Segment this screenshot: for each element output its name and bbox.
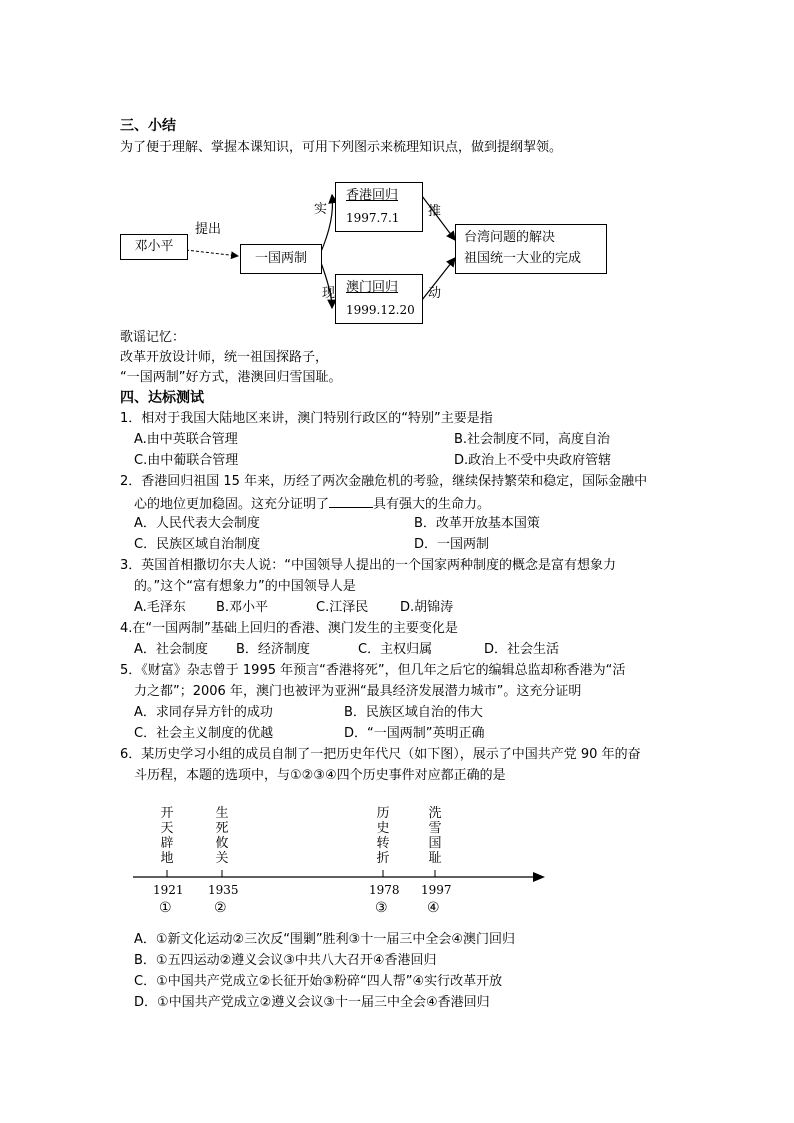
- q2-option-b: B．改革开放基本国策: [414, 516, 540, 531]
- policy-label: 一国两制: [254, 251, 307, 266]
- q4-option-b: B．经济制度: [236, 642, 310, 657]
- q6-option-d: D．①中国共产党成立②遵义会议③十一届三中全会④香港回归: [134, 995, 490, 1010]
- timeline-axis: [125, 800, 565, 920]
- propose-label: 提出: [195, 222, 222, 237]
- q3-option-b: B.邓小平: [216, 600, 269, 615]
- timeline-arrowhead: [533, 872, 545, 882]
- macau-box: [335, 274, 423, 324]
- q2-blank: [329, 493, 373, 508]
- person-label: 邓小平: [134, 239, 174, 254]
- policy-box: [240, 244, 322, 274]
- q2-option-a: A．人民代表大会制度: [134, 516, 260, 531]
- question-1-stem: 1．相对于我国大陆地区来讲，澳门特别行政区的“特别”主要是指: [120, 411, 493, 426]
- question-5-stem-line-1: 5．《财富》杂志曾于 1995 年预言“香港将死”，但几年之后它的编辑总监却称香港为“活: [120, 663, 626, 678]
- q3-option-c: C.江泽民: [316, 600, 369, 615]
- q4-option-c: C．主权归属: [358, 642, 433, 657]
- hk-box: [335, 182, 423, 232]
- hk-date: 1997.7.1: [346, 211, 400, 225]
- question-3-stem-line-1: 3．英国首相撒切尔夫人说：“中国领导人提出的一个国家两种制度的概念是富有想象力: [120, 558, 617, 573]
- q5-option-d: D．“一国两制”英明正确: [344, 726, 485, 741]
- q3-option-d: D.胡锦涛: [400, 600, 454, 615]
- question-5-stem-line-2: 力之都”；2006 年，澳门也被评为亚洲“最具经济发展潜力城市”。这充分证明: [134, 684, 582, 699]
- q1-option-c: C.由中葡联合管理: [134, 453, 239, 468]
- timeline-marker-2: ②: [214, 900, 227, 916]
- implement-char-1: 实: [314, 202, 328, 217]
- q2-stem-part-2: 具有强大的生命力。: [373, 497, 491, 512]
- q2-option-d: D．一国两制: [414, 537, 490, 552]
- result-line-1: 台湾问题的解决: [464, 230, 556, 245]
- timeline-marker-1: ①: [159, 900, 172, 916]
- ballad-line-1: 改革开放设计师，统一祖国探路子，: [120, 350, 329, 365]
- ballad-line-2: “一国两制”好方式，港澳回归雪国耻。: [120, 370, 342, 385]
- timeline-label-1: 开天辟地: [160, 806, 174, 866]
- timeline-year-2: 1935: [208, 883, 239, 897]
- section-heading-test: 四、达标测试: [120, 390, 204, 406]
- hk-title: 香港回归: [346, 188, 399, 203]
- section-heading-summary: 三、小结: [120, 118, 176, 134]
- propose-arrow: [186, 250, 238, 256]
- question-2-stem-line-2: [134, 493, 490, 515]
- result-box: [455, 224, 607, 274]
- macau-title: 澳门回归: [346, 280, 399, 295]
- question-6-stem-line-1: 6．某历史学习小组的成员自制了一把历史年代尺（如下图），展示了中国共产党 90 年的奋: [120, 747, 641, 762]
- q2-stem-part-1: 心的地位更加稳固。这充分证明了: [134, 497, 330, 512]
- q6-option-a: A．①新文化运动②三次反“围剿”胜利③十一届三中全会④澳门回归: [134, 932, 515, 947]
- result-line-2: 祖国统一大业的完成: [464, 251, 582, 266]
- q3-option-a: A.毛泽东: [134, 600, 186, 615]
- q2-option-c: C．民族区域自治制度: [134, 537, 261, 552]
- q4-option-d: D．社会生活: [484, 642, 560, 657]
- macau-date: 1999.12.20: [346, 303, 415, 317]
- timeline-marker-3: ③: [375, 900, 388, 916]
- timeline-marker-4: ④: [427, 900, 440, 916]
- question-2-stem-line-1: 2．香港回归祖国 15 年来，历经了两次金融危机的考验，继续保持繁荣和稳定，国际金融中: [120, 474, 648, 489]
- implement-char-2: 现: [322, 286, 336, 301]
- q1-option-d: D.政治上不受中央政府管辖: [454, 453, 612, 468]
- q6-option-b: B．①五四运动②遵义会议③中共八大召开④香港回归: [134, 953, 437, 968]
- q5-option-b: B．民族区域自治的伟大: [344, 705, 483, 720]
- q1-option-a: A.由中英联合管理: [134, 432, 238, 447]
- timeline-year-4: 1997: [421, 883, 452, 897]
- q1-option-b: B.社会制度不同，高度自治: [454, 432, 611, 447]
- q6-option-c: C．①中国共产党成立②长征开始③粉碎“四人帮”④实行改革开放: [134, 974, 503, 989]
- timeline-label-2: 生死攸关: [215, 806, 229, 866]
- question-3-stem-line-2: 的。”这个“富有想象力”的中国领导人是: [134, 579, 356, 594]
- push-char-1: 推: [428, 204, 442, 219]
- question-4-stem: 4.在“一国两制”基础上回归的香港、澳门发生的主要变化是: [120, 621, 458, 636]
- q4-option-a: A．社会制度: [134, 642, 208, 657]
- person-box: [120, 234, 188, 260]
- timeline-year-1: 1921: [153, 883, 184, 897]
- timeline-label-4: 洗雪国耻: [428, 806, 442, 866]
- timeline-year-3: 1978: [369, 883, 400, 897]
- timeline-label-3: 历史转折: [376, 806, 390, 866]
- push-char-2: 动: [428, 286, 442, 301]
- question-6-stem-line-2: 斗历程，本题的选项中，与①②③④四个历史事件对应都正确的是: [134, 768, 506, 783]
- q5-option-c: C．社会主义制度的优越: [134, 726, 274, 741]
- history-timeline: [125, 800, 565, 920]
- knowledge-diagram: [110, 180, 630, 330]
- ballad-title: 歌谣记忆：: [120, 330, 186, 345]
- section-intro: 为了便于理解、掌握本课知识，可用下列图示来梳理知识点，做到提纲挈领。: [120, 140, 563, 155]
- q5-option-a: A．求同存异方针的成功: [134, 705, 273, 720]
